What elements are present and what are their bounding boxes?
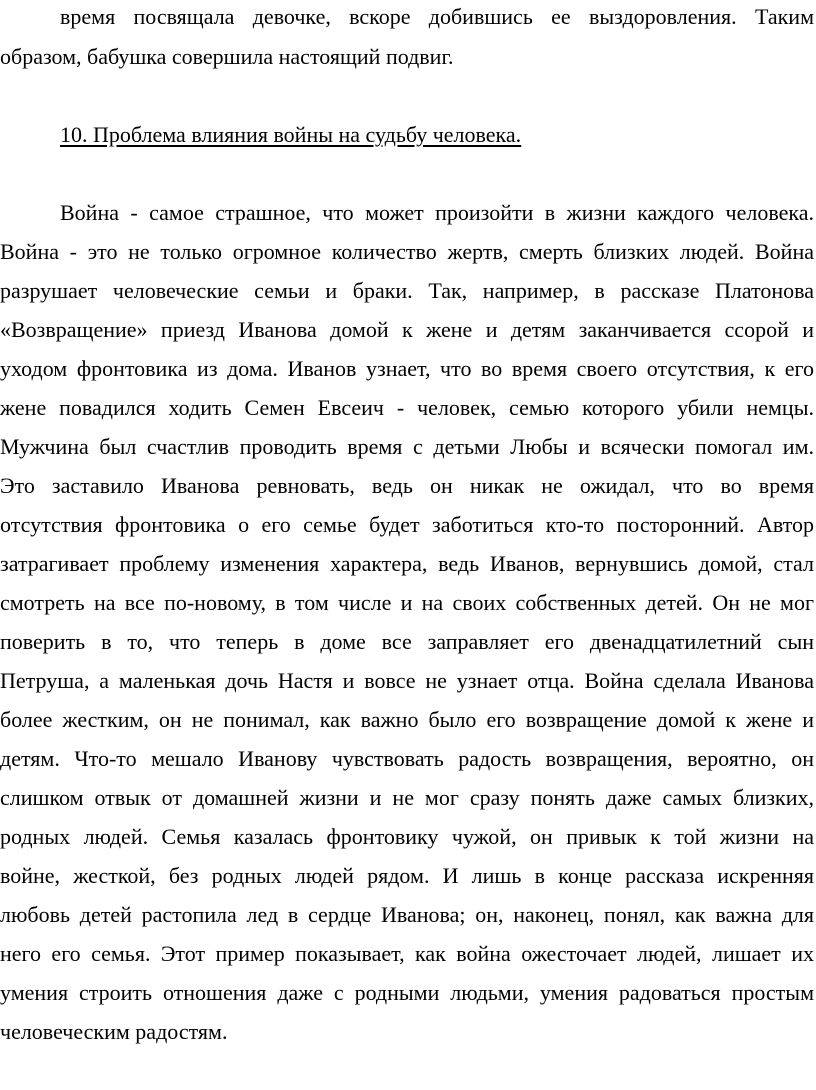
paragraph-line-19: любовь детей растопила лед в сердце Иванова; он, наконец, понял, как важна для [0, 902, 814, 927]
paragraph-line-5: уходом фронтовика из дома. Иванов узнает, что во время своего отсутствия, к его [0, 356, 814, 381]
paragraph-line-8: Это заставило Иванова ревновать, ведь он никак не ожидал, что во время [0, 473, 814, 498]
paragraph-line-4: «Возвращение» приезд Иванова домой к жене и детям заканчивается ссорой и [0, 317, 814, 342]
intro-line-1: время посвящала девочке, вскоре добившись ее выздоровления. Таким [60, 4, 814, 29]
paragraph-line-9: отсутствия фронтовика о его семье будет заботиться кто-то посторонний. Автор [0, 512, 814, 537]
paragraph-line-20: него его семья. Этот пример показывает, как война ожесточает людей, лишает их [0, 941, 814, 966]
paragraph-line-2: Война - это не только огромное количество жертв, смерть близких людей. Война [0, 239, 814, 264]
paragraph-line-15: детям. Что-то мешало Иванову чувствовать радость возвращения, вероятно, он [0, 746, 814, 771]
paragraph-line-1: Война - самое страшное, что может произойти в жизни каждого человека. [60, 200, 814, 225]
paragraph-line-11: смотреть на все по-новому, в том числе и на своих собственных детей. Он не мог [0, 590, 814, 615]
paragraph-line-7: Мужчина был счастлив проводить время с детьми Любы и всячески помогал им. [0, 434, 814, 459]
paragraph-line-18: войне, жесткой, без родных людей рядом. И лишь в конце рассказа искренняя [0, 863, 814, 888]
paragraph-line-14: более жестким, он не понимал, как важно было его возвращение домой к жене и [0, 707, 814, 732]
intro-line-2: образом, бабушка совершила настоящий подвиг. [0, 44, 454, 69]
paragraph-line-12: поверить в то, что теперь в доме все заправляет его двенадцатилетний сын [0, 629, 814, 654]
paragraph-line-16: слишком отвык от домашней жизни и не мог сразу понять даже самых близких, [0, 785, 814, 810]
paragraph-line-10: затрагивает проблему изменения характера, ведь Иванов, вернувшись домой, стал [0, 551, 814, 576]
section-heading: 10. Проблема влияния войны на судьбу человека. [60, 122, 522, 147]
paragraph-line-21: умения строить отношения даже с родными людьми, умения радоваться простым [0, 980, 814, 1005]
paragraph-line-13: Петруша, а маленькая дочь Настя и вовсе не узнает отца. Война сделала Иванова [0, 668, 814, 693]
paragraph-line-3: разрушает человеческие семьи и браки. Так, например, в рассказе Платонова [0, 278, 814, 303]
paragraph-line-17: родных людей. Семья казалась фронтовику чужой, он привык к той жизни на [0, 824, 814, 849]
paragraph-line-6: жене повадился ходить Семен Евсеич - человек, семью которого убили немцы. [0, 395, 814, 420]
paragraph-line-22: человеческим радостям. [0, 1019, 228, 1044]
